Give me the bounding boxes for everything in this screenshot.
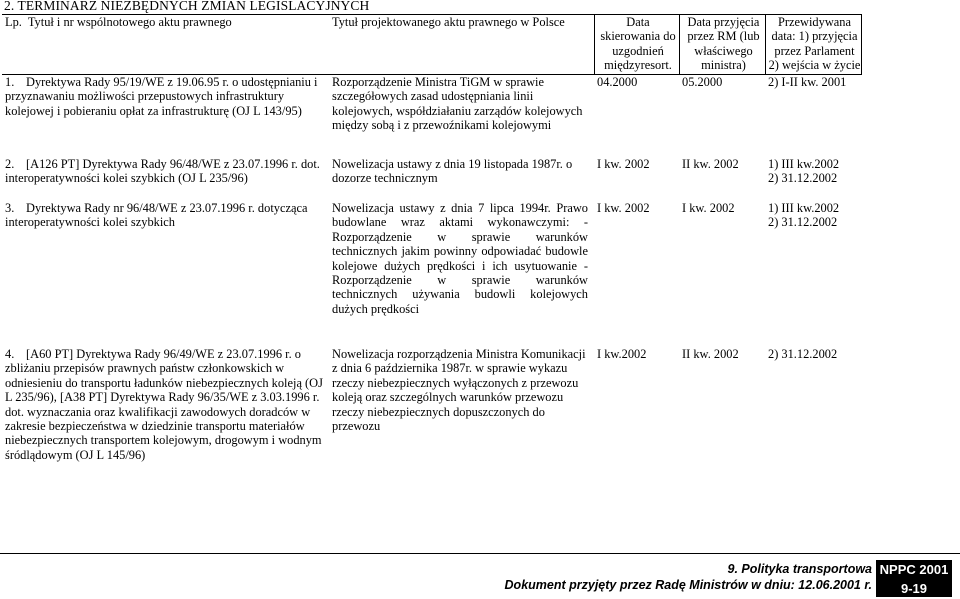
row-4-date-planned (765, 347, 861, 462)
row-2-date-planned (765, 157, 861, 201)
footer-divider (0, 553, 960, 554)
row-3-date-sent: I kw. 2002 (597, 201, 650, 215)
row-2-date-planned-1: 1) III kw.2002 (768, 157, 840, 171)
row-3-ue-act-text: Dyrektywa Rady nr 96/48/WE z 23.07.1996 r. dotycząca interoperatywności kolei szybkich (5, 201, 308, 230)
table-row (2, 347, 957, 462)
header-pl-act: Tytuł projektowanego aktu prawnego w Polsce (329, 15, 594, 75)
row-3-date-planned-2: 2) 31.12.2002 (768, 215, 838, 230)
table-row (2, 157, 957, 201)
row-1-ue-act-text: Dyrektywa Rady 95/19/WE z 19.06.95 r. o udostępnianiu i przyznawaniu możliwości przepustowych infrastruktury kolejowej i pobieraniu opłat za infrastrukturę (OJ L 143/95) (5, 75, 318, 118)
header-ue-act: Tytuł i nr wspólnotowego aktu prawnego (27, 15, 232, 29)
row-4-pl-act: Nowelizacja rozporządzenia Ministra Komunikacji z dnia 6 października 1987r. w sprawie wykazu rzeczy niebezpiecznych wyłączonych z przewozu koleją oraz szczególnych warunków przewozu rzeczy niebezpiecznych dopuszczonych do przewozu (332, 347, 586, 434)
row-4-ue-act (2, 347, 329, 462)
table-header-row (2, 15, 957, 75)
row-1-date-adopted: 05.2000 (682, 75, 723, 89)
row-4-date-adopted: II kw. 2002 (682, 347, 739, 361)
header-date-planned: Przewidywana data: 1) przyjęcia przez Parlament 2) wejścia w życie (765, 15, 861, 75)
page-number: 9-19 (900, 581, 928, 596)
row-1-ue-act (2, 75, 329, 158)
row-3-date-adopted: I kw. 2002 (682, 201, 735, 215)
row-4-date-sent: I kw.2002 (597, 347, 647, 361)
badge-title: NPPC 2001 (879, 562, 949, 577)
table-row (2, 201, 957, 347)
header-date-adopted: Data przyjęcia przez RM (lub właściwego ministra) (679, 15, 765, 75)
row-2-date-adopted: II kw. 2002 (682, 157, 739, 171)
row-1-number: 1. (5, 75, 15, 89)
row-1-date-sent: 04.2000 (597, 75, 638, 89)
footer-document: Dokument przyjęty przez Radę Ministrów w dniu: 12.06.2001 r. (504, 578, 872, 592)
row-3-pl-act: Nowelizacja ustawy z dnia 7 lipca 1994r. Prawo budowlane wraz aktami wykonawczymi: - Rozporządzenie w sprawie warunków technicznych jakim powinny odpowiadać budowle kolejowe dużych prędkości i ich usytuowanie - Rozporządzenie w sprawie warunków technicznych używania budowli kolejowych dużych prędkości (332, 201, 588, 316)
page-badge (876, 560, 952, 597)
row-4-number: 4. (5, 347, 15, 361)
header-date-sent: Data skierowania do uzgodnień międzyresort. (594, 15, 679, 75)
table-row (2, 75, 957, 158)
header-lp-and-ue-act (2, 15, 329, 75)
row-2-date-sent: I kw. 2002 (597, 157, 650, 171)
row-1-pl-act: Rozporządzenie Ministra TiGM w sprawie szczegółowych zasad udostępniania linii kolejowych, współdziałaniu zarządów kolejowych między sobą i z przewoźnikami kolejowymi (332, 75, 583, 133)
row-1-date-planned-1: 2) I-II kw. 2001 (768, 75, 847, 89)
row-2-ue-act-text: [A126 PT] Dyrektywa Rady 96/48/WE z 23.07.1996 r. dot. interoperatywności kolei szybkich (OJ L 235/96) (5, 157, 320, 186)
legislation-schedule-table (2, 14, 957, 462)
row-3-number: 3. (5, 201, 15, 215)
header-lp: Lp. (5, 15, 22, 29)
row-2-number: 2. (5, 157, 15, 171)
row-2-ue-act (2, 157, 329, 201)
row-3-date-planned-1: 1) III kw.2002 (768, 201, 840, 215)
row-4-date-planned-1: 2) 31.12.2002 (768, 347, 838, 361)
footer-section: 9. Polityka transportowa (727, 562, 872, 576)
row-1-date-planned (765, 75, 861, 158)
row-2-date-planned-2: 2) 31.12.2002 (768, 171, 838, 186)
row-2-pl-act: Nowelizacja ustawy z dnia 19 listopada 1987r. o dozorze technicznym (332, 157, 573, 186)
row-3-ue-act (2, 201, 329, 347)
row-3-date-planned (765, 201, 861, 347)
section-heading: 2. TERMINARZ NIEZBĘDNYCH ZMIAN LEGISLACYJNYCH (4, 0, 370, 13)
row-4-ue-act-text: [A60 PT] Dyrektywa Rady 96/49/WE z 23.07.1996 r. o zbliżaniu przepisów prawnych państw członkowskich w odniesieniu do transportu ładunków niebezpiecznych koleją (OJ L 235/96), [A38 PT] Dyrektywa Rady 96/35/WE z 3.03.1996 r. dot. wyznaczania oraz kwalifikacji zawodowych doradców w zakresie bezpieczeństwa w dziedzinie transportu materiałów niebezpiecznych transportem kolejowym, drogowym i wodnym śródlądowym (OJ L 145/96) (5, 347, 323, 462)
